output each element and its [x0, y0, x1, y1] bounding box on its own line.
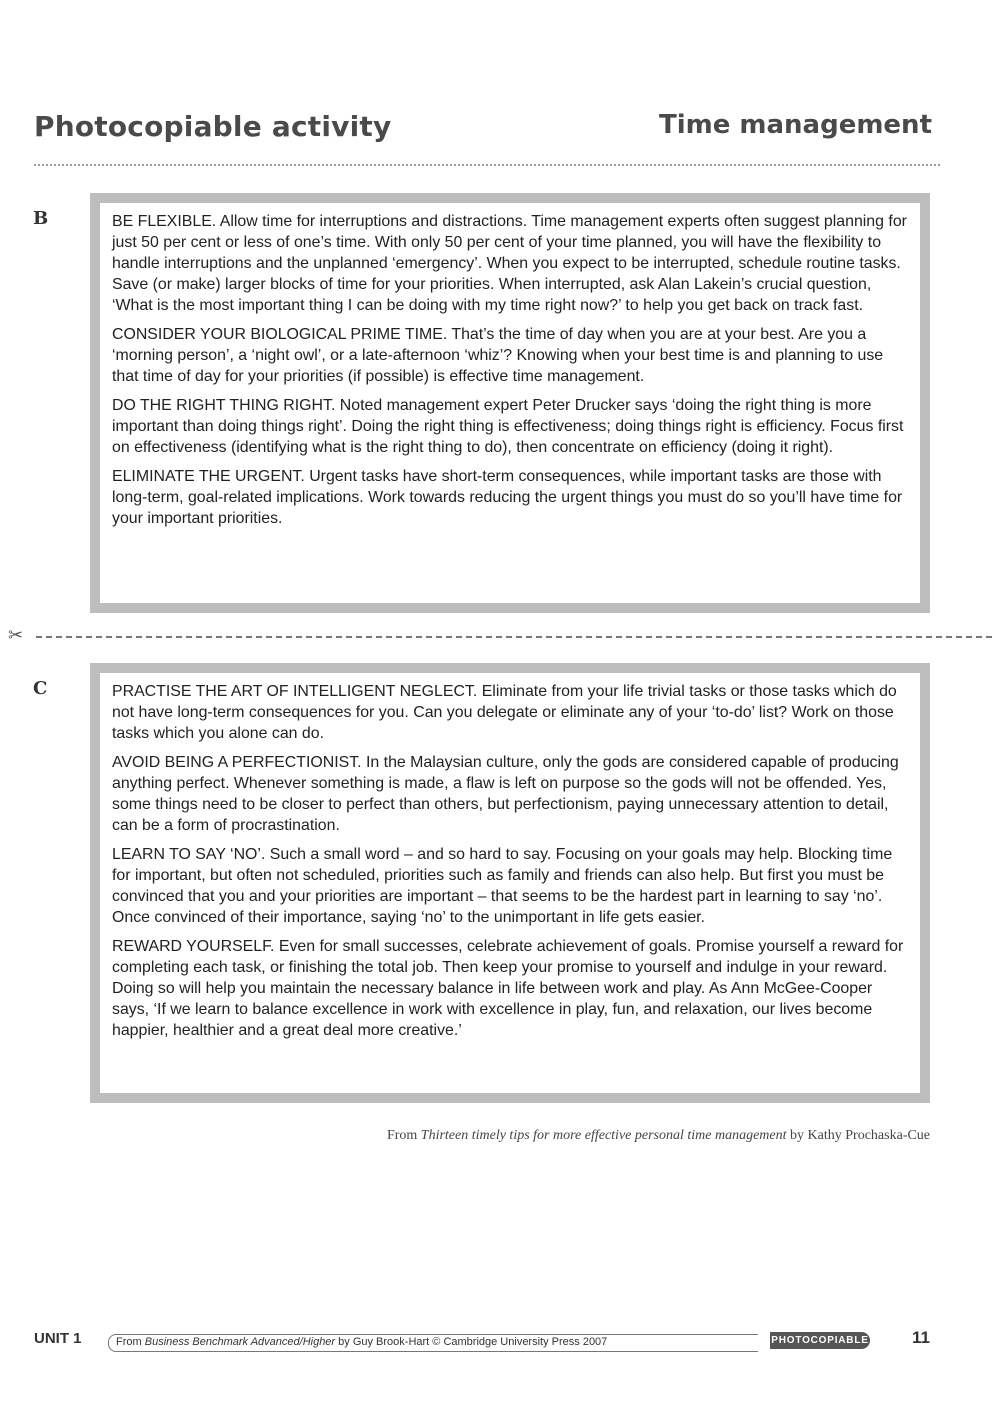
section-c-paragraph: AVOID BEING A PERFECTIONIST. In the Malaysian culture, only the gods are considered capable of producing anything perfect. Whenever something is made, a flaw is left on purpose so the gods will not be offended. Yes, some things need to be closer to perfect than others, but perfectionism, paying unnecessary attention to detail, can be a form of procrastination.: [112, 754, 899, 834]
footer-source-prefix: From: [116, 1336, 145, 1348]
source-credit: [387, 1128, 930, 1144]
unit-label: UNIT 1: [34, 1330, 82, 1347]
section-b-box: [90, 193, 930, 613]
dashed-divider: [36, 636, 992, 638]
section-c-content: [100, 673, 920, 1093]
credit-title: Thirteen timely tips for more effective personal time management: [420, 1128, 787, 1143]
cut-line: [8, 627, 992, 645]
header-divider: [34, 164, 940, 166]
section-c-paragraph: PRACTISE THE ART OF INTELLIGENT NEGLECT. Eliminate from your life trivial tasks or those tasks which do not have long-term consequences for you. Can you delegate or eliminate any of your ‘to-do’ list? Work on those tasks which you alone can do.: [112, 683, 897, 742]
section-b-content: [100, 203, 920, 603]
section-b-letter: B: [33, 208, 49, 229]
credit-suffix: by Kathy Prochaska-Cue: [786, 1128, 930, 1143]
scissors-icon: ✂: [8, 625, 24, 645]
photocopiable-badge: PHOTOCOPIABLE: [770, 1332, 870, 1349]
page-number: 11: [912, 1328, 930, 1347]
section-title: Time management: [658, 110, 932, 140]
credit-prefix: From: [386, 1128, 421, 1143]
section-b-paragraph: DO THE RIGHT THING RIGHT. Noted management expert Peter Drucker says ‘doing the right thing is more important than doing things right’. Doing the right thing is effectiveness; doing things right is efficiency. Focus first on effectiveness (identifying what is the right thing to do), then concentrate on efficiency (doing it right).: [112, 397, 904, 456]
section-b-paragraph: BE FLEXIBLE. Allow time for interruptions and distractions. Time management experts often suggest planning for just 50 per cent or less of one’s time. With only 50 per cent of your time planned, you will have the flexibility to handle interruptions and the unplanned ‘emergency’. When you expect to be interrupted, schedule routine tasks. Save (or make) larger blocks of time for your priorities. When interrupted, ask Alan Lakein’s crucial question, ‘What is the most important thing I can be doing with my time right now?’ to help you get back on track fast.: [112, 213, 907, 314]
footer-source-title: Business Benchmark Advanced/Higher: [144, 1336, 336, 1348]
section-c-paragraph: REWARD YOURSELF. Even for small successes, celebrate achievement of goals. Promise yourself a reward for completing each task, or finishing the total job. Then keep your promise to yourself and indulge in your reward. Doing so will help you maintain the necessary balance in life between work and play. As Ann McGee-Cooper says, ‘If we learn to balance excellence in work with excellence in play, fun, and relaxation, our lives become happier, healthier and a great deal more creative.’: [112, 938, 904, 1039]
section-c-letter: C: [33, 678, 48, 699]
footer-source-suffix: by Guy Brook-Hart © Cambridge University Press 2007: [335, 1336, 608, 1348]
section-b-paragraph: ELIMINATE THE URGENT. Urgent tasks have short-term consequences, while important tasks are those with long-term, goal-related implications. Work towards reducing the urgent things you must do so you’ll have time for your important priorities.: [112, 468, 903, 527]
section-c-paragraph: LEARN TO SAY ‘NO’. Such a small word – and so hard to say. Focusing on your goals may help. Blocking time for important, but often not scheduled, priorities such as family and friends can also help. But first you must be convinced that you and your priorities are important – that seems to be the hardest part in learning to say ‘no’. Once convinced of their importance, saying ‘no’ to the unimportant in life gets easier.: [112, 846, 893, 926]
section-c-box: [90, 663, 930, 1103]
footer-source: [108, 1333, 758, 1351]
page-title: Photocopiable activity: [34, 110, 392, 143]
footer-source-text: [116, 1333, 607, 1351]
section-b-paragraph: CONSIDER YOUR BIOLOGICAL PRIME TIME. That’s the time of day when you are at your best. Are you a ‘morning person’, a ‘night owl’, or a late-afternoon ‘whiz’? Knowing when your best time is and planning to use that time of day for your priorities (if possible) is effective time management.: [112, 326, 884, 385]
